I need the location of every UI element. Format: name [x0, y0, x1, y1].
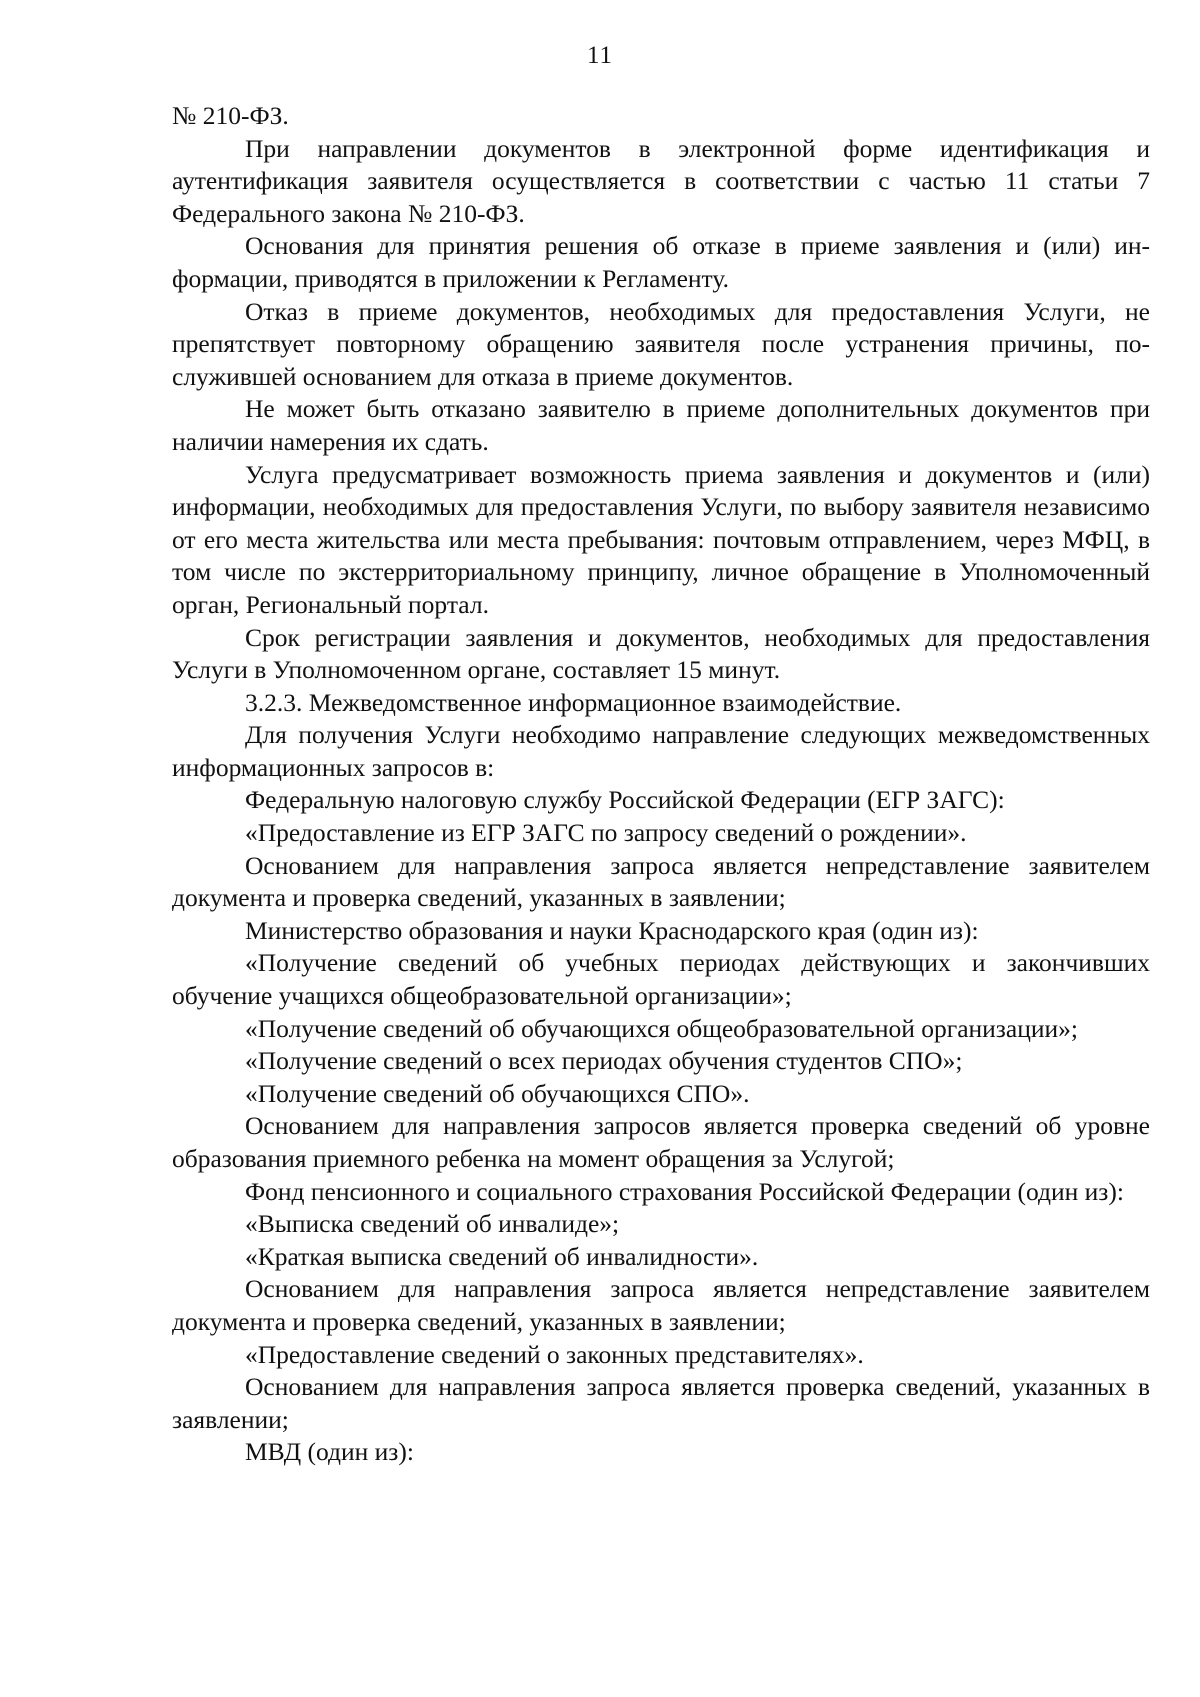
paragraph: Фонд пенсионного и социального страхования Российской Федерации (один из): — [245, 1176, 1124, 1206]
paragraph: «Получение сведений о всех периодах обучения студентов СПО»; — [245, 1046, 963, 1076]
page-number: 11 — [586, 42, 614, 69]
paragraph: Для получения Услуги необходимо направление следующих межведомственных информационных запросов в: — [172, 720, 1150, 782]
paragraph: Не может быть отказано заявителю в приеме дополнительных документов при наличии намерения их сдать. — [172, 394, 1150, 456]
paragraph: Основанием для направления запросов является проверка сведений об уровне образования приемного ребенка на момент обращения за Услугой; — [172, 1111, 1150, 1173]
paragraph: «Краткая выписка сведений об инвалидности». — [245, 1241, 759, 1271]
paragraph: Федеральную налоговую службу Российской Федерации (ЕГР ЗАГС): — [245, 785, 1005, 815]
paragraph: Отказ в приеме документов, необходимых для предоставления Услуги, не препятствует повторному обращению заявителя после устранения причины, послужившей основанием для отказа в приеме документов. — [172, 296, 1150, 391]
paragraph: «Выписка сведений об инвалиде»; — [245, 1209, 620, 1239]
section-heading: 3.2.3. Межведомственное информационное взаимодействие. — [245, 687, 902, 717]
paragraph: «Предоставление из ЕГР ЗАГС по запросу сведений о рождении». — [245, 818, 967, 848]
paragraph: Основанием для направления запроса является непредставление заявителем документа и проверка сведений, указанных в заявлении; — [172, 1274, 1150, 1336]
paragraph: «Предоставление сведений о законных представителях». — [245, 1339, 864, 1369]
paragraph: МВД (один из): — [245, 1437, 414, 1467]
paragraph: Основанием для направления запроса является непредставление заявителем документа и проверка сведений, указанных в заявлении; — [172, 850, 1150, 913]
paragraph: Основания для принятия решения об отказе в приеме заявления и (или) информации, приводятся в приложении к Регламенту. — [172, 231, 1150, 293]
paragraph: «Получение сведений об обучающихся СПО». — [245, 1078, 750, 1108]
paragraph: «Получение сведений об обучающихся общеобразовательной организации»; — [245, 1013, 1078, 1043]
paragraph: Услуга предусматривает возможность приема заявления и документов и (или) информации, необходимых для предоставления Услуги, по выбору заявителя независимо от его места жительства или места пребывания: почтовым отправлением, через МФЦ, в том числе по экстерриториальному принципу, личное обращение в Уполномоченный орган, Региональный портал. — [172, 459, 1150, 619]
paragraph: При направлении документов в электронной форме идентификация и аутентификация заявителя осуществляется в соответствии с частью 11 статьи 7 Федерального закона № 210-ФЗ. — [172, 133, 1150, 228]
paragraph: Срок регистрации заявления и документов, необходимых для предоставления Услуги в Уполномоченном органе, составляет 15 минут. — [172, 622, 1150, 685]
paragraph: Министерство образования и науки Краснодарского края (один из): — [245, 915, 979, 945]
paragraph: «Получение сведений об учебных периодах действующих и закончивших обучение учащихся общеобразовательной организации»; — [172, 948, 1150, 1011]
document-body — [172, 100, 1150, 1469]
paragraph: Основанием для направления запроса является проверка сведений, указанных в заявлении; — [172, 1372, 1150, 1434]
paragraph-law-ref: № 210-ФЗ. — [172, 101, 289, 130]
